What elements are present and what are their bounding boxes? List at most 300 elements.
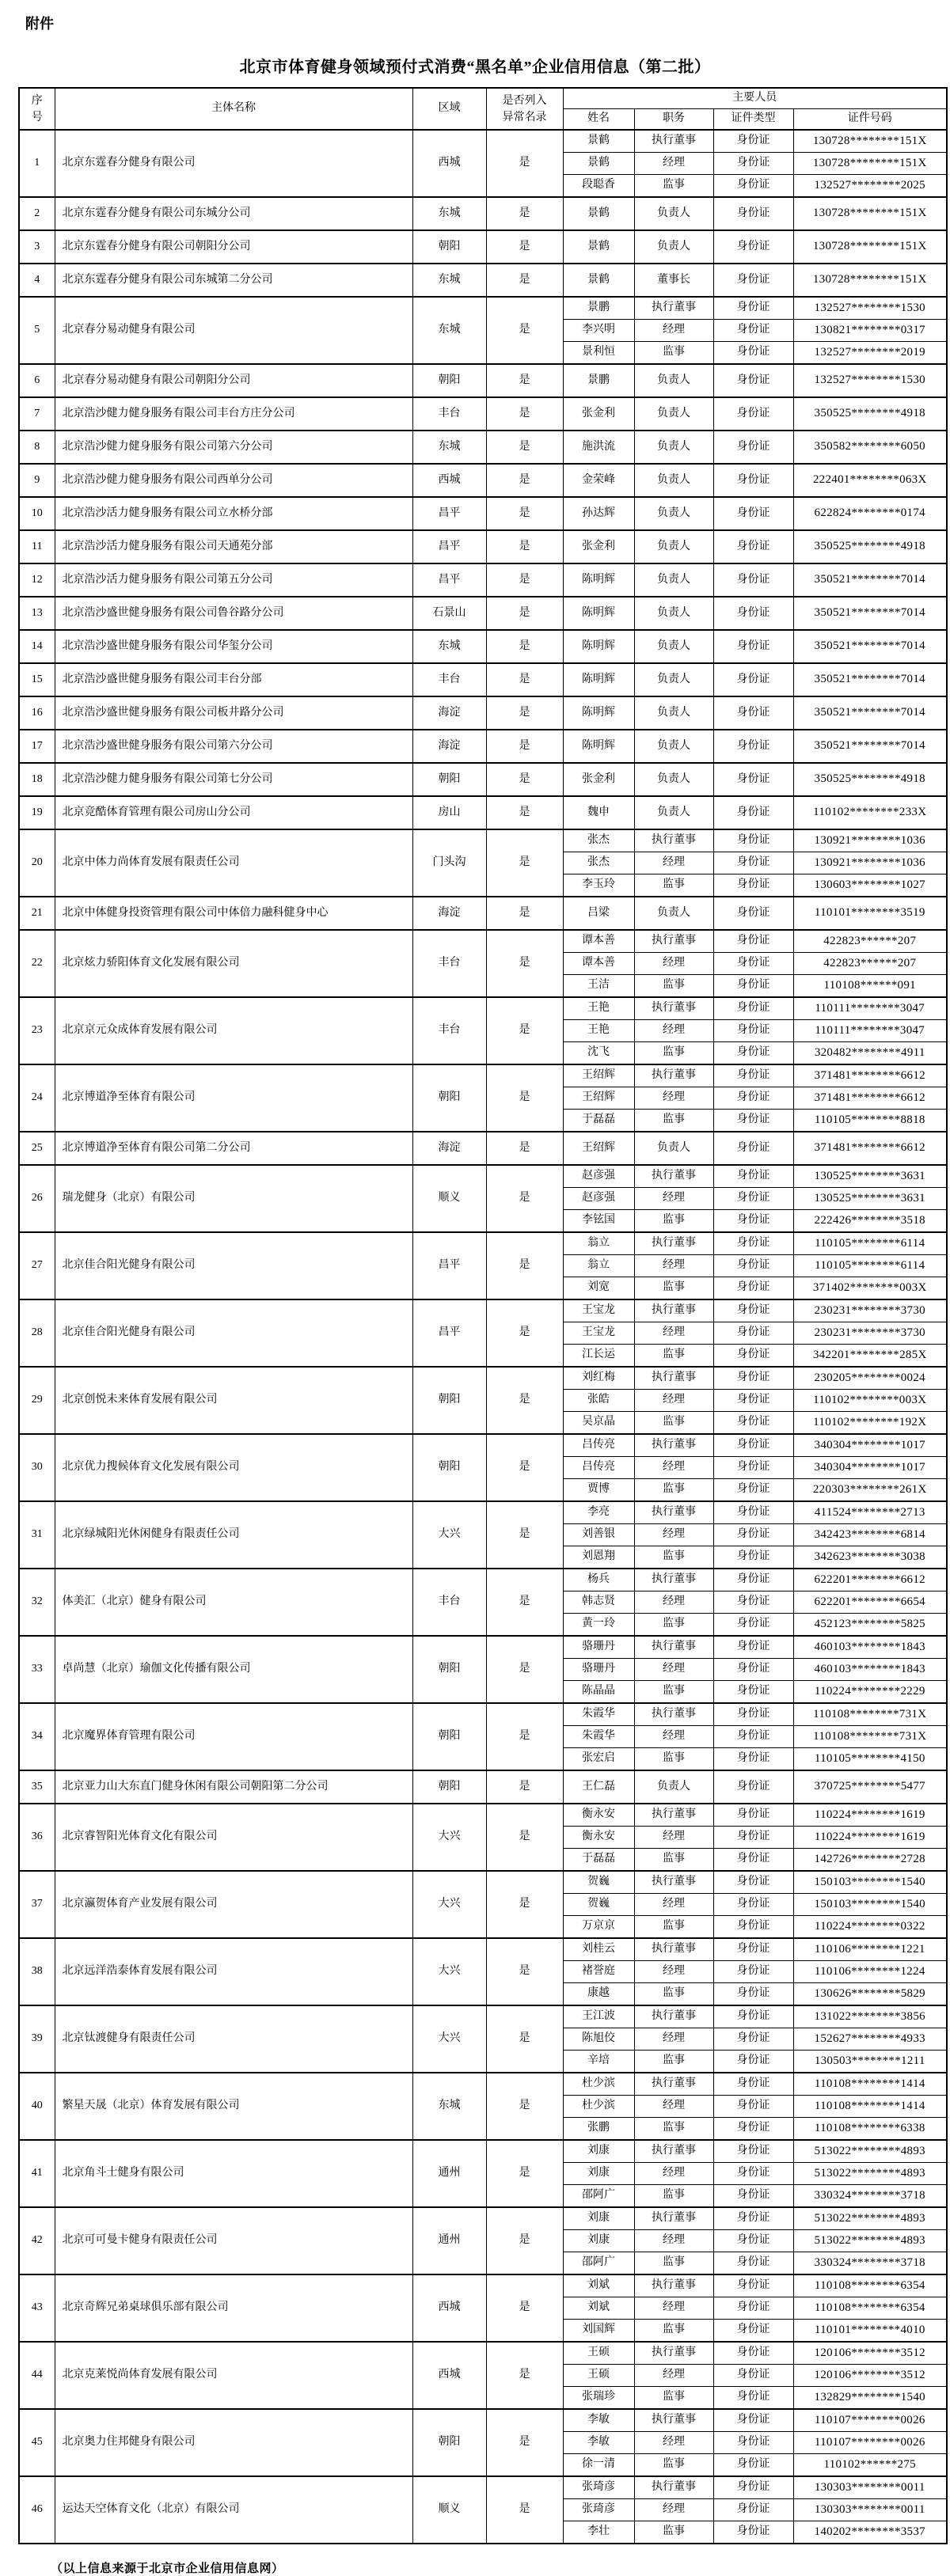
person-position-cell: 执行董事 — [634, 2005, 713, 2028]
person-position-cell: 监事 — [634, 2118, 713, 2141]
person-row — [19, 264, 947, 297]
person-position-cell: 监事 — [634, 1210, 713, 1233]
id-number-cell: 110108********1414 — [793, 2073, 947, 2096]
id-number-cell: 110108********1414 — [793, 2096, 947, 2118]
person-position-cell: 董事长 — [634, 264, 713, 297]
id-number-cell: 411524********2713 — [793, 1501, 947, 1524]
id-number-cell: 130525********3631 — [793, 1165, 947, 1188]
header-index: 序号 — [19, 88, 55, 130]
person-position-cell: 经理 — [634, 1188, 713, 1210]
person-row — [19, 1064, 947, 1087]
district-cell: 东城 — [412, 2073, 486, 2140]
id-number-cell: 130728********151X — [793, 230, 947, 264]
id-type-cell: 身份证 — [713, 2230, 793, 2252]
row-index-cell: 40 — [19, 2073, 55, 2140]
person-position-cell: 负责人 — [634, 431, 713, 464]
entity-name-cell: 北京浩沙盛世健身服务有限公司板井路分公司 — [55, 696, 412, 730]
person-name-cell: 陈晶晶 — [563, 1681, 634, 1704]
id-type-cell: 身份证 — [713, 130, 793, 153]
person-row — [19, 464, 947, 497]
district-cell: 丰台 — [412, 997, 486, 1064]
id-number-cell: 342623********3038 — [793, 1546, 947, 1569]
person-position-cell: 经理 — [634, 852, 713, 874]
row-index-cell: 17 — [19, 730, 55, 763]
id-number-cell: 513022********4893 — [793, 2207, 947, 2230]
id-type-cell: 身份证 — [713, 1367, 793, 1390]
entity-name-cell: 北京浩沙活力健身服务有限公司立水桥分部 — [55, 497, 412, 530]
id-number-cell: 110224********1619 — [793, 1804, 947, 1827]
person-position-cell: 执行董事 — [634, 1064, 713, 1087]
person-name-cell: 万京京 — [563, 1916, 634, 1939]
person-position-cell: 执行董事 — [634, 1165, 713, 1188]
id-number-cell: 110224********0322 — [793, 1916, 947, 1939]
id-type-cell: 身份证 — [713, 1255, 793, 1277]
company-group — [19, 464, 947, 497]
id-number-cell: 222426********3518 — [793, 1210, 947, 1233]
row-index-cell: 4 — [19, 264, 55, 297]
person-position-cell: 执行董事 — [634, 1569, 713, 1592]
entity-name-cell: 北京奇辉兄弟桌球俱乐部有限公司 — [55, 2274, 412, 2342]
id-number-cell: 110108********731X — [793, 1703, 947, 1726]
entity-name-cell: 北京浩沙活力健身服务有限公司天通苑分部 — [55, 530, 412, 563]
company-group — [19, 2073, 947, 2140]
person-position-cell: 经理 — [634, 2297, 713, 2320]
person-name-cell: 景鹤 — [563, 264, 634, 297]
abnormal-flag-cell: 是 — [486, 1770, 563, 1804]
entity-name-cell: 北京绿城阳光休闲健身有限责任公司 — [55, 1501, 412, 1569]
person-name-cell: 吕传亮 — [563, 1434, 634, 1457]
person-position-cell: 经理 — [634, 2163, 713, 2185]
person-name-cell: 王宝龙 — [563, 1322, 634, 1345]
id-number-cell: 350521********7014 — [793, 730, 947, 763]
person-name-cell: 景鹏 — [563, 297, 634, 320]
id-type-cell: 身份证 — [713, 1961, 793, 1983]
abnormal-flag-cell: 是 — [486, 1132, 563, 1165]
id-type-cell: 身份证 — [713, 1703, 793, 1726]
district-cell: 朝阳 — [412, 2409, 486, 2476]
district-cell: 西城 — [412, 130, 486, 197]
row-index-cell: 9 — [19, 464, 55, 497]
person-position-cell: 经理 — [634, 1087, 713, 1110]
person-row — [19, 431, 947, 464]
abnormal-flag-cell: 是 — [486, 563, 563, 597]
id-type-cell: 身份证 — [713, 2274, 793, 2297]
person-position-cell: 执行董事 — [634, 2073, 713, 2096]
entity-name-cell: 北京浩沙活力健身服务有限公司第五分公司 — [55, 563, 412, 597]
person-position-cell: 负责人 — [634, 1770, 713, 1804]
id-type-cell: 身份证 — [713, 663, 793, 696]
id-number-cell: 132527********1530 — [793, 297, 947, 320]
person-position-cell: 负责人 — [634, 730, 713, 763]
row-index-cell: 28 — [19, 1299, 55, 1367]
person-name-cell: 王仁磊 — [563, 1770, 634, 1804]
entity-name-cell: 北京东霆春分健身有限公司东城分公司 — [55, 197, 412, 230]
person-row — [19, 2274, 947, 2297]
district-cell: 丰台 — [412, 397, 486, 431]
row-index-cell: 8 — [19, 431, 55, 464]
company-group — [19, 2005, 947, 2073]
company-group — [19, 597, 947, 630]
id-type-cell: 身份证 — [713, 2252, 793, 2275]
district-cell: 石景山 — [412, 597, 486, 630]
person-position-cell: 监事 — [634, 175, 713, 198]
person-position-cell: 执行董事 — [634, 1299, 713, 1322]
id-type-cell: 身份证 — [713, 464, 793, 497]
entity-name-cell: 北京角斗士健身有限公司 — [55, 2140, 412, 2207]
abnormal-flag-cell: 是 — [486, 497, 563, 530]
id-type-cell: 身份证 — [713, 431, 793, 464]
district-cell: 顺义 — [412, 2476, 486, 2544]
person-row — [19, 2476, 947, 2499]
row-index-cell: 45 — [19, 2409, 55, 2476]
district-cell: 朝阳 — [412, 1636, 486, 1703]
entity-name-cell: 北京炫力骄阳体育文化发展有限公司 — [55, 930, 412, 997]
abnormal-flag-cell: 是 — [486, 1064, 563, 1132]
company-group — [19, 997, 947, 1064]
person-name-cell: 贺巍 — [563, 1871, 634, 1894]
person-name-cell: 王绍辉 — [563, 1087, 634, 1110]
company-group — [19, 2409, 947, 2476]
person-position-cell: 监事 — [634, 1546, 713, 1569]
id-number-cell: 130728********151X — [793, 130, 947, 153]
person-name-cell: 刘康 — [563, 2207, 634, 2230]
abnormal-flag-cell: 是 — [486, 464, 563, 497]
person-position-cell: 执行董事 — [634, 1804, 713, 1827]
id-number-cell: 110105********6114 — [793, 1255, 947, 1277]
person-row — [19, 364, 947, 397]
abnormal-flag-cell: 是 — [486, 2342, 563, 2409]
abnormal-flag-cell: 是 — [486, 730, 563, 763]
row-index-cell: 26 — [19, 1165, 55, 1232]
district-cell: 朝阳 — [412, 1367, 486, 1434]
person-row — [19, 497, 947, 530]
id-number-cell: 110224********2229 — [793, 1681, 947, 1704]
person-position-cell: 监事 — [634, 1748, 713, 1771]
id-number-cell: 130728********151X — [793, 264, 947, 297]
id-number-cell: 371402********003X — [793, 1277, 947, 1300]
abnormal-flag-cell: 是 — [486, 2476, 563, 2544]
person-position-cell: 执行董事 — [634, 1501, 713, 1524]
id-number-cell: 110108********731X — [793, 1726, 947, 1748]
abnormal-flag-cell: 是 — [486, 1501, 563, 1569]
district-cell: 朝阳 — [412, 1434, 486, 1501]
entity-name-cell: 北京博道净至体育有限公司第二分公司 — [55, 1132, 412, 1165]
entity-name-cell: 繁星天晟（北京）体育发展有限公司 — [55, 2073, 412, 2140]
id-type-cell: 身份证 — [713, 2096, 793, 2118]
id-type-cell: 身份证 — [713, 1546, 793, 1569]
abnormal-flag-cell: 是 — [486, 763, 563, 796]
person-position-cell: 执行董事 — [634, 297, 713, 320]
company-group — [19, 197, 947, 230]
id-number-cell: 330324********3718 — [793, 2252, 947, 2275]
person-position-cell: 监事 — [634, 1412, 713, 1435]
person-name-cell: 李敏 — [563, 2409, 634, 2432]
id-number-cell: 350521********7014 — [793, 630, 947, 663]
person-row — [19, 1132, 947, 1165]
abnormal-flag-cell: 是 — [486, 1232, 563, 1299]
id-number-cell: 110111********3047 — [793, 997, 947, 1020]
person-position-cell: 执行董事 — [634, 130, 713, 153]
id-type-cell: 身份证 — [713, 264, 793, 297]
row-index-cell: 31 — [19, 1501, 55, 1569]
id-number-cell: 130728********151X — [793, 197, 947, 230]
header-row-1 — [19, 88, 947, 109]
id-type-cell: 身份证 — [713, 1681, 793, 1704]
person-position-cell: 执行董事 — [634, 2140, 713, 2163]
row-index-cell: 2 — [19, 197, 55, 230]
id-number-cell: 130303********0011 — [793, 2499, 947, 2521]
person-row — [19, 696, 947, 730]
id-number-cell: 342423********6814 — [793, 1524, 947, 1546]
person-row — [19, 1367, 947, 1390]
person-name-cell: 朱霞华 — [563, 1726, 634, 1748]
id-number-cell: 350525********4918 — [793, 530, 947, 563]
header-id-number: 证件号码 — [793, 109, 947, 131]
id-type-cell: 身份证 — [713, 730, 793, 763]
company-group — [19, 1232, 947, 1299]
person-name-cell: 韩志贤 — [563, 1592, 634, 1614]
person-name-cell: 张宏启 — [563, 1748, 634, 1771]
abnormal-flag-cell: 是 — [486, 597, 563, 630]
entity-name-cell: 北京佳合阳光健身有限公司 — [55, 1299, 412, 1367]
person-name-cell: 沈飞 — [563, 1042, 634, 1065]
company-group — [19, 1132, 947, 1165]
person-row — [19, 730, 947, 763]
id-type-cell: 身份证 — [713, 953, 793, 975]
person-name-cell: 于磊磊 — [563, 1849, 634, 1872]
person-name-cell: 刘宽 — [563, 1277, 634, 1300]
entity-name-cell: 北京优力搜候体育文化发展有限公司 — [55, 1434, 412, 1501]
district-cell: 丰台 — [412, 663, 486, 696]
company-group — [19, 431, 947, 464]
id-number-cell: 350525********4918 — [793, 763, 947, 796]
id-number-cell: 110102********003X — [793, 1390, 947, 1412]
person-position-cell: 执行董事 — [634, 1938, 713, 1961]
person-name-cell: 邵阿广 — [563, 2252, 634, 2275]
person-name-cell: 李亮 — [563, 1501, 634, 1524]
person-name-cell: 刘恩翔 — [563, 1546, 634, 1569]
id-number-cell: 130728********151X — [793, 153, 947, 175]
district-cell: 门头沟 — [412, 829, 486, 897]
company-group — [19, 829, 947, 897]
header-id-type: 证件类型 — [713, 109, 793, 131]
person-position-cell: 负责人 — [634, 696, 713, 730]
district-cell: 大兴 — [412, 1871, 486, 1938]
id-type-cell: 身份证 — [713, 1916, 793, 1939]
person-position-cell: 负责人 — [634, 197, 713, 230]
id-type-cell: 身份证 — [713, 1345, 793, 1368]
person-name-cell: 吕传亮 — [563, 1457, 634, 1479]
company-group — [19, 1938, 947, 2005]
row-index-cell: 46 — [19, 2476, 55, 2544]
entity-name-cell: 北京佳合阳光健身有限公司 — [55, 1232, 412, 1299]
person-name-cell: 翁立 — [563, 1255, 634, 1277]
person-row — [19, 197, 947, 230]
entity-name-cell: 北京睿智阳光体育文化有限公司 — [55, 1804, 412, 1871]
person-position-cell: 执行董事 — [634, 1636, 713, 1659]
company-group — [19, 1871, 947, 1938]
company-group — [19, 1569, 947, 1636]
person-position-cell: 负责人 — [634, 530, 713, 563]
abnormal-flag-cell: 是 — [486, 1367, 563, 1434]
entity-name-cell: 北京东霆春分健身有限公司东城第二分公司 — [55, 264, 412, 297]
person-position-cell: 监事 — [634, 2051, 713, 2073]
abnormal-flag-cell: 是 — [486, 1434, 563, 1501]
id-number-cell: 142726********2728 — [793, 1849, 947, 1872]
person-position-cell: 经理 — [634, 2432, 713, 2454]
person-position-cell: 经理 — [634, 2230, 713, 2252]
person-position-cell: 监事 — [634, 2320, 713, 2343]
id-number-cell: 130821********0317 — [793, 320, 947, 342]
person-position-cell: 执行董事 — [634, 2207, 713, 2230]
id-number-cell: 230205********0024 — [793, 1367, 947, 1390]
id-number-cell: 371481********6612 — [793, 1132, 947, 1165]
company-group — [19, 763, 947, 796]
person-position-cell: 执行董事 — [634, 2274, 713, 2297]
id-type-cell: 身份证 — [713, 1210, 793, 1233]
id-number-cell: 130525********3631 — [793, 1188, 947, 1210]
person-name-cell: 王洁 — [563, 975, 634, 998]
abnormal-flag-cell: 是 — [486, 1165, 563, 1232]
id-type-cell: 身份证 — [713, 1110, 793, 1132]
person-position-cell: 监事 — [634, 1614, 713, 1637]
company-group — [19, 1064, 947, 1132]
id-type-cell: 身份证 — [713, 563, 793, 597]
abnormal-flag-cell: 是 — [486, 997, 563, 1064]
person-row — [19, 1636, 947, 1659]
id-number-cell: 350521********7014 — [793, 696, 947, 730]
person-name-cell: 陈旭佼 — [563, 2028, 634, 2051]
id-number-cell: 330324********3718 — [793, 2185, 947, 2208]
id-type-cell: 身份证 — [713, 1894, 793, 1916]
person-position-cell: 负责人 — [634, 230, 713, 264]
person-position-cell: 经理 — [634, 1524, 713, 1546]
entity-name-cell: 北京奥力住邦健身有限公司 — [55, 2409, 412, 2476]
id-number-cell: 110108********6354 — [793, 2297, 947, 2320]
person-name-cell: 于磊磊 — [563, 1110, 634, 1132]
company-group — [19, 1434, 947, 1501]
id-number-cell: 371481********6612 — [793, 1064, 947, 1087]
person-name-cell: 陈明辉 — [563, 696, 634, 730]
entity-name-cell: 北京春分易动健身有限公司 — [55, 297, 412, 364]
id-number-cell: 130303********0011 — [793, 2476, 947, 2499]
document-page — [0, 13, 950, 2575]
row-index-cell: 14 — [19, 630, 55, 663]
district-cell: 海淀 — [412, 730, 486, 763]
person-position-cell: 经理 — [634, 2028, 713, 2051]
company-group — [19, 1703, 947, 1770]
id-number-cell: 230231********3730 — [793, 1322, 947, 1345]
id-type-cell: 身份证 — [713, 997, 793, 1020]
district-cell: 东城 — [412, 264, 486, 297]
id-number-cell: 350521********7014 — [793, 563, 947, 597]
person-name-cell: 辛培 — [563, 2051, 634, 2073]
company-group — [19, 930, 947, 997]
person-name-cell: 李玉玲 — [563, 874, 634, 897]
person-position-cell: 经理 — [634, 2365, 713, 2387]
entity-name-cell: 北京魔界体育管理有限公司 — [55, 1703, 412, 1770]
id-number-cell: 460103********1843 — [793, 1659, 947, 1681]
id-type-cell: 身份证 — [713, 230, 793, 264]
id-type-cell: 身份证 — [713, 342, 793, 365]
person-position-cell: 经理 — [634, 1457, 713, 1479]
person-position-cell: 监事 — [634, 1849, 713, 1872]
person-name-cell: 刘康 — [563, 2140, 634, 2163]
person-position-cell: 执行董事 — [634, 1703, 713, 1726]
entity-name-cell: 卓尚慧（北京）瑜伽文化传播有限公司 — [55, 1636, 412, 1703]
row-index-cell: 44 — [19, 2342, 55, 2409]
id-number-cell: 371481********6612 — [793, 1087, 947, 1110]
id-type-cell: 身份证 — [713, 1524, 793, 1546]
row-index-cell: 25 — [19, 1132, 55, 1165]
id-type-cell: 身份证 — [713, 1938, 793, 1961]
person-position-cell: 监事 — [634, 342, 713, 365]
person-name-cell: 褚誉庭 — [563, 1961, 634, 1983]
person-position-cell: 负责人 — [634, 563, 713, 597]
person-position-cell: 执行董事 — [634, 1367, 713, 1390]
id-type-cell: 身份证 — [713, 930, 793, 953]
id-type-cell: 身份证 — [713, 2499, 793, 2521]
district-cell: 丰台 — [412, 930, 486, 997]
person-name-cell: 翁立 — [563, 1232, 634, 1255]
id-number-cell: 110108******091 — [793, 975, 947, 998]
person-name-cell: 景鹏 — [563, 364, 634, 397]
id-type-cell: 身份证 — [713, 1042, 793, 1065]
person-name-cell: 王绍辉 — [563, 1064, 634, 1087]
person-row — [19, 2073, 947, 2096]
id-type-cell: 身份证 — [713, 2521, 793, 2544]
row-index-cell: 12 — [19, 563, 55, 597]
company-group — [19, 497, 947, 530]
company-group — [19, 364, 947, 397]
id-number-cell: 140202********3537 — [793, 2521, 947, 2544]
id-type-cell: 身份证 — [713, 1804, 793, 1827]
row-index-cell: 18 — [19, 763, 55, 796]
person-position-cell: 经理 — [634, 2096, 713, 2118]
entity-name-cell: 北京浩沙盛世健身服务有限公司丰台分部 — [55, 663, 412, 696]
id-number-cell: 452123********5825 — [793, 1614, 947, 1637]
id-number-cell: 370725********5477 — [793, 1770, 947, 1804]
abnormal-flag-cell: 是 — [486, 197, 563, 230]
person-position-cell: 监事 — [634, 2252, 713, 2275]
person-name-cell: 段聪香 — [563, 175, 634, 198]
id-number-cell: 350521********7014 — [793, 597, 947, 630]
abnormal-flag-cell: 是 — [486, 130, 563, 197]
id-type-cell: 身份证 — [713, 1188, 793, 1210]
id-type-cell: 身份证 — [713, 153, 793, 175]
abnormal-flag-cell: 是 — [486, 1569, 563, 1636]
person-position-cell: 经理 — [634, 1894, 713, 1916]
id-number-cell: 150103********1540 — [793, 1871, 947, 1894]
person-name-cell: 邵阿广 — [563, 2185, 634, 2208]
person-position-cell: 经理 — [634, 1659, 713, 1681]
company-group — [19, 2342, 947, 2409]
id-number-cell: 132527********2025 — [793, 175, 947, 198]
id-type-cell: 身份证 — [713, 2140, 793, 2163]
person-row — [19, 297, 947, 320]
district-cell: 海淀 — [412, 897, 486, 930]
district-cell: 西城 — [412, 2342, 486, 2409]
id-type-cell: 身份证 — [713, 763, 793, 796]
person-position-cell: 负责人 — [634, 630, 713, 663]
district-cell: 大兴 — [412, 1938, 486, 2005]
id-type-cell: 身份证 — [713, 1020, 793, 1042]
district-cell: 西城 — [412, 464, 486, 497]
person-position-cell: 经理 — [634, 1255, 713, 1277]
id-type-cell: 身份证 — [713, 1232, 793, 1255]
id-type-cell: 身份证 — [713, 1827, 793, 1849]
person-name-cell: 张金利 — [563, 763, 634, 796]
